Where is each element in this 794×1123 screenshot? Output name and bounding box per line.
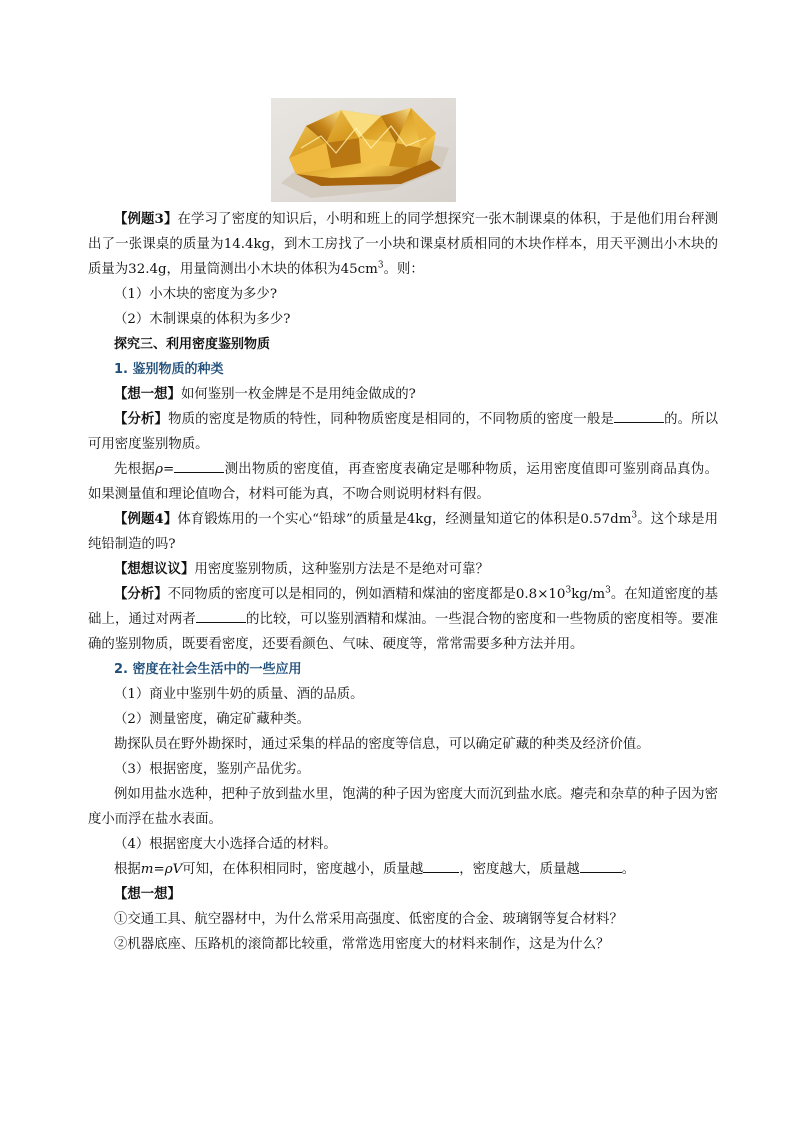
subsection1-title: 1. 鉴别物质的种类 bbox=[114, 362, 224, 377]
app4-text-d: 。 bbox=[621, 862, 636, 877]
example3-question-1: （1）小木块的密度为多少? bbox=[114, 287, 277, 302]
method-eq: = bbox=[163, 462, 175, 477]
example3-question-2: （2）木制课桌的体积为多少? bbox=[114, 312, 291, 327]
example3-tag: 【例题3】 bbox=[114, 211, 178, 227]
example3-paragraph bbox=[88, 207, 718, 282]
example4-sup: 3 bbox=[631, 510, 638, 521]
document-content bbox=[88, 207, 718, 957]
example4-text: 体育锻炼用的一个实心“铅球”的质量是4kg，经测量知道它的体积是0.57dm bbox=[177, 512, 632, 527]
analysis1-tag: 【分析】 bbox=[114, 411, 169, 427]
method-text-a: 先根据 bbox=[114, 462, 156, 477]
think1-text: 如何鉴别一枚金牌是不是用纯金做成的? bbox=[180, 387, 416, 402]
analysis2-paragraph bbox=[88, 582, 718, 657]
discuss-text: 用密度鉴别物质，这种鉴别方法是不是绝对可靠？ bbox=[194, 562, 489, 577]
app4-text-c: ，密度越大，质量越 bbox=[459, 862, 580, 877]
analysis1-blank[interactable] bbox=[614, 408, 664, 423]
gold-foil-illustration bbox=[271, 98, 456, 202]
app4-blank-2[interactable] bbox=[580, 858, 622, 873]
method-text-b: 测出物质的密度值，再查密度表确定是哪种物质，运用密度值即可鉴别商品真伪。如果测量值和理论值吻合，材料可能为真，不吻合则说明材料有假。 bbox=[88, 462, 719, 502]
think2-question-2: ②机器底座、压路机的滚筒都比较重，常常选用密度大的材料来制作，这是为什么？ bbox=[114, 937, 610, 952]
method-paragraph bbox=[88, 457, 718, 507]
app4-formula: m=ρV bbox=[140, 862, 183, 877]
app4-blank-1[interactable] bbox=[423, 858, 459, 873]
app4-text-a: 根据 bbox=[114, 862, 141, 877]
discuss-tag: 【想想议议】 bbox=[114, 561, 195, 577]
example3-text-end: 。则： bbox=[383, 262, 424, 277]
example3-text: 在学习了密度的知识后，小明和班上的同学想探究一张木制课桌的体积，于是他们用台秤测出了一张课桌的质量为14.4kg，到木工房找了一小块和课桌材质相同的木块作样本，用天平测出小木块的质量为32.4g，用量筒测出小木块的体积为45cm bbox=[88, 212, 718, 277]
application-2: （2）测量密度，确定矿藏种类。 bbox=[114, 712, 310, 727]
method-blank[interactable] bbox=[174, 458, 224, 473]
think2-question-1: ①交通工具、航空器材中，为什么常采用高强度、低密度的合金、玻璃钢等复合材料？ bbox=[114, 912, 623, 927]
gold-foil-image bbox=[271, 98, 456, 202]
think1-paragraph bbox=[88, 382, 718, 407]
application-1: （1）商业中鉴别牛奶的质量、酒的品质。 bbox=[114, 687, 364, 702]
analysis2-text-a: 不同物质的密度可以是相同的，例如酒精和煤油的密度都是0.8×10 bbox=[167, 587, 566, 602]
analysis2-unit: kg/m bbox=[571, 587, 606, 602]
analysis2-tag: 【分析】 bbox=[114, 586, 168, 602]
application-3: （3）根据密度，鉴别产品优劣。 bbox=[114, 762, 310, 777]
analysis1-text-b: 的。所以可用密度鉴别物质。 bbox=[88, 412, 719, 452]
section3-title: 探究三、利用密度鉴别物质 bbox=[114, 337, 271, 352]
analysis2-sup2: 3 bbox=[605, 585, 611, 596]
analysis2-sup1: 3 bbox=[565, 585, 572, 596]
app4-text-b: 可知，在体积相同时，密度越小，质量越 bbox=[182, 862, 424, 877]
method-rho: ρ bbox=[155, 462, 164, 477]
example4-paragraph bbox=[88, 507, 718, 557]
analysis2-text-c: 的比较，可以鉴别酒精和煤油。一些混合物的密度和一些物质的密度相等。要准确的鉴别物质，既要看密度，还要看颜色、气味、硬度等，常常需要多种方法并用。 bbox=[88, 612, 718, 652]
application-3-desc: 例如用盐水选种，把种子放到盐水里，饱满的种子因为密度大而沉到盐水底。瘪壳和杂草的种子因为密度小而浮在盐水表面。 bbox=[88, 787, 718, 827]
discuss-paragraph bbox=[88, 557, 718, 582]
analysis1-text-a: 物质的密度是物质的特性，同种物质密度是相同的，不同物质的密度一般是 bbox=[168, 412, 614, 427]
example3-sup: 3 bbox=[377, 260, 384, 271]
analysis1-paragraph bbox=[88, 407, 718, 457]
application-4: （4）根据密度大小选择合适的材料。 bbox=[114, 837, 337, 852]
application-2-desc: 勘探队员在野外勘探时，通过采集的样品的密度等信息，可以确定矿藏的种类及经济价值。 bbox=[114, 737, 650, 752]
think2-tag: 【想一想】 bbox=[114, 886, 181, 902]
example4-text-end: 。这个球是用纯铅制造的吗? bbox=[88, 512, 718, 552]
application-4-desc bbox=[88, 857, 718, 882]
subsection2-title: 2. 密度在社会生活中的一些应用 bbox=[114, 662, 302, 677]
example4-tag: 【例题4】 bbox=[114, 511, 178, 527]
analysis2-text-b: 。在知道密度的基础上，通过对两者 bbox=[88, 587, 718, 627]
analysis2-blank[interactable] bbox=[196, 608, 246, 623]
think1-tag: 【想一想】 bbox=[114, 386, 181, 402]
